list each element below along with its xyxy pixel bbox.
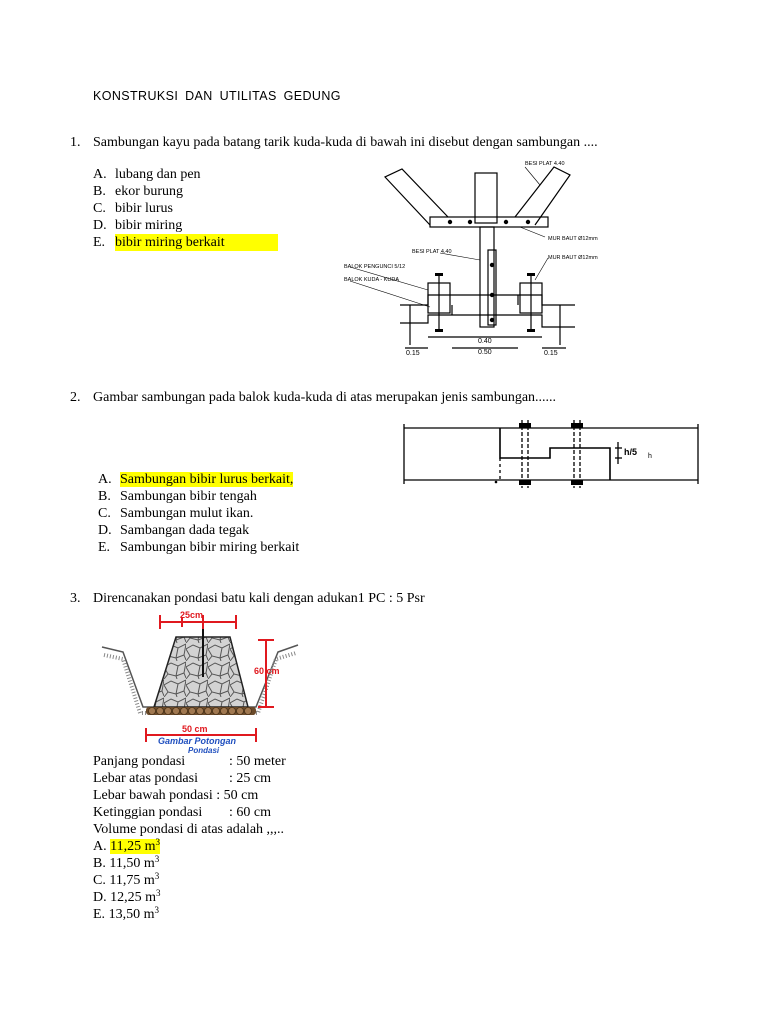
option-1b: B. ekor burung bbox=[93, 184, 184, 199]
question-3-text: Direncanakan pondasi batu kali dengan adukan1 PC : 5 Psr bbox=[93, 591, 425, 606]
spec-row: Panjang pondasi : 50 meter bbox=[93, 754, 286, 769]
option-1e-answer: E. bibir miring berkait bbox=[93, 234, 278, 251]
label-balok-kuda: BALOK KUDA - KUDA bbox=[344, 277, 400, 283]
label-h: h bbox=[648, 453, 652, 460]
dim-015-right: 0.15 bbox=[544, 350, 558, 357]
label-mur-baut-right: MUR BAUT Ø12mm bbox=[548, 236, 598, 242]
option-3d: D. 12,25 $m^3$ bbox=[93, 888, 161, 905]
label-besi-plat-top: BESI PLAT 4.40 bbox=[525, 161, 565, 167]
dim-015-left: 0.15 bbox=[406, 350, 420, 357]
spec-row: Ketinggian pondasi : 60 cm bbox=[93, 805, 271, 820]
label-mur-baut-lower: MUR BAUT Ø12mm bbox=[548, 255, 598, 261]
spec-row: Lebar atas pondasi : 25 cm bbox=[93, 771, 271, 786]
question-2-number: 2. bbox=[70, 390, 81, 405]
question-2-options bbox=[98, 471, 299, 556]
truss-joint-figure bbox=[330, 155, 598, 360]
option-3c: C. 11,75 $m^3$ bbox=[93, 871, 160, 888]
option-2e: E. Sambungan bibir miring berkait bbox=[98, 540, 300, 555]
option-3e: E. 13,50 $m^3$ bbox=[93, 905, 159, 922]
caption-line-2: Pondasi bbox=[188, 746, 220, 755]
question-2-text: Gambar sambungan pada balok kuda-kuda di atas merupakan jenis sambungan...... bbox=[93, 390, 557, 405]
question-1-options bbox=[93, 166, 278, 251]
option-3a-answer: A. 11,25 $m^3$ bbox=[93, 837, 160, 854]
option-1d: D. bibir miring bbox=[93, 218, 183, 233]
label-h-ratio: h/5 bbox=[624, 447, 638, 457]
label-balok-pengunci: BALOK PENGUNCI 5/12 bbox=[344, 264, 406, 270]
option-2b: B. Sambungan bibir tengah bbox=[98, 489, 257, 504]
dim-040: 0.40 bbox=[478, 338, 492, 345]
question-1-text: Sambungan kayu pada batang tarik kuda-kuda di bawah ini disebut dengan sambungan .... bbox=[93, 135, 598, 150]
question-3-number: 3. bbox=[70, 591, 81, 606]
option-1c: C. bibir lurus bbox=[93, 201, 173, 216]
label-bottom-width: 50 cm bbox=[182, 724, 208, 734]
label-height: 60 cm bbox=[254, 666, 280, 676]
label-top-width: 25cm bbox=[180, 610, 204, 620]
caption-line-1: Gambar Potongan bbox=[158, 736, 237, 746]
option-2c: C. Sambungan mulut ikan. bbox=[98, 506, 254, 521]
foundation-specs bbox=[93, 754, 286, 924]
page-title: KONSTRUKSI DAN UTILITAS GEDUNG bbox=[93, 89, 341, 103]
option-3b: B. 11,50 $m^3$ bbox=[93, 854, 160, 871]
question-1-number: 1. bbox=[70, 135, 81, 150]
dim-050: 0.50 bbox=[478, 349, 492, 356]
spec-row: Lebar bawah pondasi : 50 cm bbox=[93, 788, 259, 803]
option-1a: A. lubang dan pen bbox=[93, 167, 201, 182]
label-besi-plat-left: BESI PLAT 4.40 bbox=[412, 249, 452, 255]
foundation-section-figure bbox=[98, 607, 310, 755]
option-2a-answer: A. Sambungan bibir lurus berkait, bbox=[98, 472, 294, 487]
beam-splice-figure bbox=[400, 418, 702, 490]
volume-question: Volume pondasi di atas adalah ,,,.. bbox=[93, 822, 285, 837]
option-2d: D. Sambangan dada tegak bbox=[98, 523, 250, 538]
